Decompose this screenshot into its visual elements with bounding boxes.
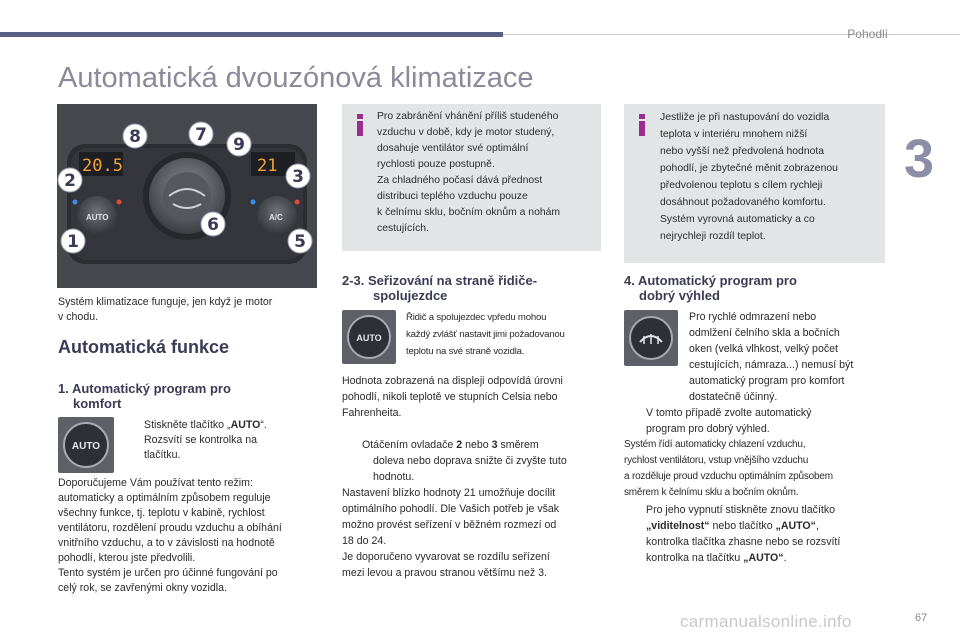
section-23-text-1: Hodnota zobrazená na displeji odpovídá úrovni pohodlí, nikoli teplotě ve stupních Celsia nebo Fahrenheita. [342, 375, 563, 419]
svg-text:AUTO: AUTO [71, 441, 101, 452]
label-5 [288, 229, 312, 253]
section-23-note: Řidič a spolujezdec vpředu mohou každý zvlášť nastavit jimi požadovanou teplotu na své straně vozidla. [406, 312, 565, 357]
info-icon [354, 114, 366, 138]
auto-button-thumb [58, 417, 114, 473]
svg-text:AUTO: AUTO [86, 213, 109, 222]
label-7 [189, 122, 213, 146]
svg-text:8: 8 [129, 127, 141, 147]
right-display-value: 21 [257, 156, 278, 176]
label-2 [58, 168, 82, 192]
svg-text:6: 6 [207, 215, 219, 235]
info-box-1: Pro zabránění vhánění příliš studeného vzduchu v době, kdy je motor studený, dosahuje ventilátor své optimální rychlosti pouze postupně. Za chladného počasí dává přednost distribuci teplého vzduchu pouze k čelnímu sklu, bočním oknům a nohám cestujících. [342, 104, 601, 251]
auto-function-heading: Automatická funkce [58, 337, 230, 357]
page-title: Automatická dvouzónová klimatizace [58, 62, 534, 94]
header-rule [503, 34, 960, 35]
section-4-text: Systém řídí automaticky chlazení vzduchu, rychlost ventilátoru, vstup vnějšího vzduchu a rozděluje proud vzduchu optimálním způsobem směrem k čelnímu sklu a bočním oknům. [624, 439, 833, 498]
label-6 [201, 212, 225, 236]
section-4-bullet-2: Pro jeho vypnutí stiskněte znovu tlačítko „viditelnost“ nebo tlačítko „AUTO“, kontrolka tlačítka zhasne nebo se rozsvítí kontrolka na tlačítku „AUTO“. [646, 504, 841, 564]
svg-text:9: 9 [233, 135, 245, 155]
intro-text: Systém klimatizace funguje, jen když je motor v chodu. [58, 296, 273, 323]
svg-text:1: 1 [67, 232, 79, 252]
section-name: Pohodlí [847, 27, 888, 41]
label-1 [61, 229, 85, 253]
page-number: 67 [915, 612, 928, 624]
svg-text:A/C: A/C [269, 213, 283, 222]
info-box-2: Jestliže je při nastupování do vozidla teplota v interiéru mnohem nižší nebo vyšší než předvolená hodnota pohodlí, je zbytečné měnit zobrazenou předvolenou teplotu s cílem rychleji dosáhnout požadovaného komfortu. Systém vyrovná automaticky a co nejrychleji rozdíl teplot. [624, 104, 885, 263]
svg-text:2: 2 [64, 171, 76, 191]
svg-text:7: 7 [195, 125, 207, 145]
section-1-heading: 1. Automatický program pro komfort [58, 381, 231, 411]
chapter-number: 3 [904, 129, 935, 189]
label-8 [123, 124, 147, 148]
label-3 [286, 164, 310, 188]
temperature-knob-thumb [342, 310, 396, 364]
svg-text:5: 5 [294, 232, 306, 252]
section-23-heading: 2-3. Seřizování na straně řidiče- spolujezdce [342, 273, 538, 303]
info-icon [636, 114, 648, 138]
header-bar [0, 32, 503, 37]
section-4-bullet-1: V tomto případě zvolte automatický program pro dobrý výhled. [646, 407, 812, 435]
section-4-side-text: Pro rychlé odmrazení nebo odmlžení čelního skla a bočních oken (velká vlhkost, velký počet cestujících, námraza...) nemusí být automatický program pro komfort dostatečně účinný. [689, 311, 854, 403]
section-1-bullet: Stiskněte tlačítko „AUTO“. Rozsvítí se kontrolka na tlačítku. [144, 419, 267, 461]
visibility-button-thumb [624, 310, 678, 366]
section-1-text: Doporučujeme Vám používat tento režim: automaticky a optimálním způsobem reguluje všechny funkce, tj. teplotu v kabině, rychlost ventilátoru, rozdělení proudu vzduchu a obíhání vnitřního vzduchu, a to v závislosti na hodnotě pohodlí, kterou jste předvolili. Tento systém je určen pro účinné fungování po celý rok, se zavřenými okny vozidla. [58, 477, 282, 594]
left-display-value: 20.5 [82, 156, 123, 176]
svg-text:AUTO: AUTO [356, 333, 382, 343]
section-23-bullet: Otáčením ovladače 2 nebo 3 směrem doleva nebo doprava snižte či zvyšte tuto hodnotu. [362, 439, 567, 483]
svg-text:3: 3 [292, 167, 304, 187]
label-9 [227, 132, 251, 156]
section-4-heading: 4. Automatický program pro dobrý výhled [624, 273, 797, 303]
section-23-text-2: Nastavení blízko hodnoty 21 umožňuje docílit optimálního pohodlí. Dle Vašich potřeb je však možno provést seřízení v běžném rozmezí od 18 do 24. Je doporučeno vyvarovat se rozdílu seřízení mezi levou a pravou stranou většímu než 3. [342, 487, 560, 579]
climate-panel-photo [57, 104, 317, 288]
watermark: carmanualsonline.info [680, 612, 852, 631]
